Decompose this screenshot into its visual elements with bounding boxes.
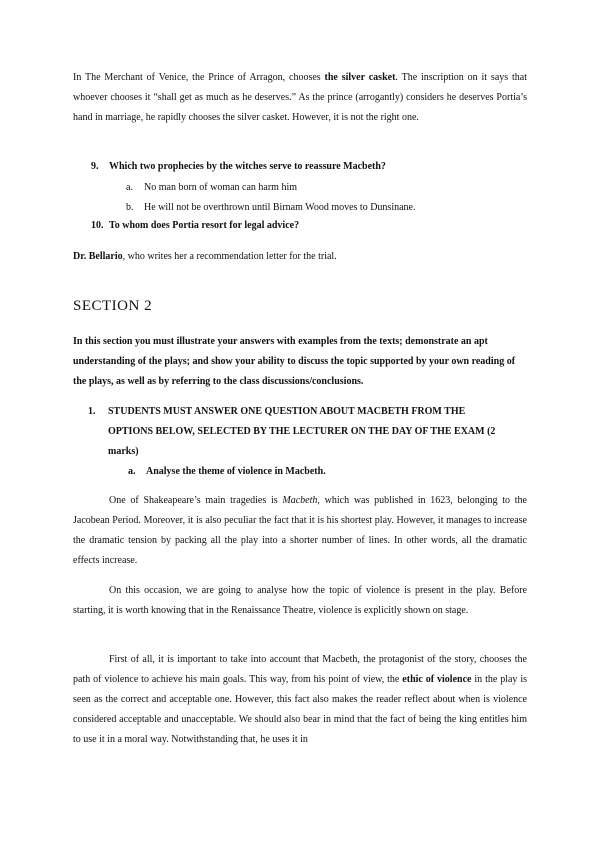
- question-9: [91, 157, 386, 177]
- question-number: 9.: [91, 161, 99, 172]
- question-10: [91, 216, 299, 236]
- body-paragraph-3: [73, 650, 527, 750]
- answer-text: He will not be overthrown until Birnam Wood moves to Dunsinane.: [144, 202, 416, 213]
- answer-text: , who writes her a recommendation letter for the trial.: [122, 251, 337, 262]
- answer-10: [73, 247, 527, 267]
- answer-9b: [126, 198, 415, 218]
- section-question-1: [88, 402, 528, 462]
- question-text: STUDENTS MUST ANSWER ONE QUESTION ABOUT MACBETH FROM THE OPTIONS BELOW, SELECTED BY THE LECTURER ON THE DAY OF THE EXAM (2 marks): [108, 406, 496, 457]
- answer-letter: b.: [126, 202, 134, 213]
- sub-question-a: [128, 462, 326, 482]
- bold-phrase: ethic of violence: [402, 674, 472, 685]
- sub-letter: a.: [128, 466, 136, 477]
- paragraph-text: in the play is seen as the correct and acceptable one. However, this fact also makes the reader reflect about when is violence considered acceptable and unacceptable. We should also bear in mind that the fact of being the king entitles him to use it in a moral way. Notwithstanding that, he uses it in: [73, 674, 528, 745]
- italic-title: Macbeth: [282, 495, 318, 506]
- body-paragraph-2: On this occasion, we are going to analyse how the topic of violence is present in the play. Before starting, it is worth knowing that in the Renaissance Theatre, violence is explicitly shown on stage.: [73, 585, 527, 616]
- paragraph-merchant: [73, 68, 527, 128]
- paragraph-text: In The Merchant of Venice, the Prince of Arragon, chooses: [73, 72, 325, 83]
- question-text: Which two prophecies by the witches serve to reassure Macbeth?: [109, 161, 386, 172]
- answer-9a: [126, 178, 297, 198]
- section-instructions: In this section you must illustrate your answers with examples from the texts; demonstrate an apt understanding of the plays; and show your ability to discuss the topic supported by your own reading of the plays, as well as by referring to the class discussions/conclusions.: [73, 336, 516, 387]
- question-number: 10.: [91, 220, 104, 231]
- answer-text: No man born of woman can harm him: [144, 182, 298, 193]
- bold-phrase: the silver casket: [324, 72, 396, 83]
- bold-name: Dr. Bellario: [73, 251, 123, 262]
- paragraph-text: . The inscription on it says that whoever chooses it “shall get as much as he deserves.” As the prince (arrogantly) considers he deserves Portia’s hand in marriage, he rapidly chooses the silver casket. However, it is not the right one.: [73, 72, 528, 123]
- section-heading: SECTION 2: [73, 298, 153, 314]
- paragraph-text: , which was published in 1623, belonging to the Jacobean Period. Moreover, it is also peculiar the fact that it is his shortest play. However, it manages to increase the dramatic tension by packing all the play into a shorter number of lines. In other words, all the dramatic effects increase.: [73, 495, 527, 566]
- body-paragraph-1: [73, 491, 527, 571]
- question-number: 1.: [88, 406, 96, 417]
- paragraph-text: One of Shakeapeare’s main tragedies is: [109, 495, 283, 506]
- question-text: To whom does Portia resort for legal advice?: [109, 220, 300, 231]
- answer-letter: a.: [126, 182, 133, 193]
- paragraph-text: First of all, it is important to take into account that Macbeth, the protagonist of the story, chooses the path of violence to achieve his main goals. This way, from his point of view, the: [73, 654, 527, 685]
- sub-question-text: Analyse the theme of violence in Macbeth.: [146, 466, 326, 477]
